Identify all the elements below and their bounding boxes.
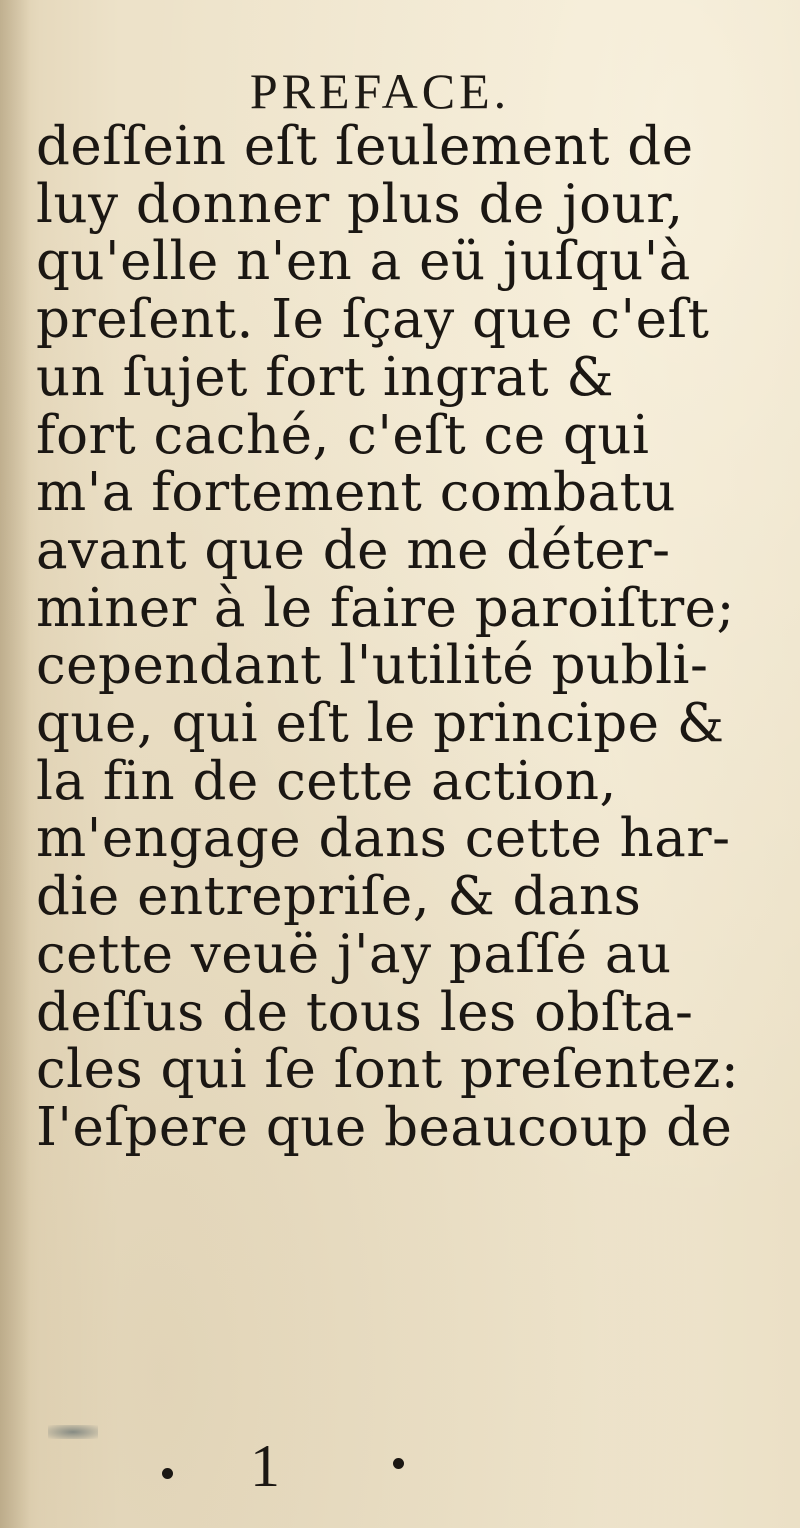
text-line: preſent. Ie ſçay que c'eſt xyxy=(36,289,710,351)
ink-smudge xyxy=(48,1425,98,1439)
signature-numeral: 1 xyxy=(250,1433,280,1499)
text-line: avant que de me déter- xyxy=(36,519,671,581)
text-line: cette veuë j'ay paſſé au xyxy=(36,923,672,985)
text-line: miner à le faire paroiſtre; xyxy=(36,577,735,639)
text-line: un ſujet fort ingrat & xyxy=(36,346,615,408)
text-line: fort caché, c'eſt ce qui xyxy=(36,404,650,466)
text-line: die entrepriſe, & dans xyxy=(36,866,642,928)
text-line: m'a fortement combatu xyxy=(36,462,677,524)
text-line: cependant l'utilité publi- xyxy=(36,635,709,697)
text-line: luy donner plus de jour, xyxy=(36,173,684,235)
text-line: I'eſpere que beaucoup de xyxy=(36,1096,733,1158)
text-line: qu'elle n'en a eü juſqu'à xyxy=(36,231,691,293)
body-text xyxy=(36,118,776,1157)
text-line: deſſein eſt ſeulement de xyxy=(36,116,694,177)
signature-dot xyxy=(393,1458,404,1469)
text-line: que, qui eſt le principe & xyxy=(36,693,725,755)
signature-dot xyxy=(162,1468,173,1479)
gutter-shadow xyxy=(0,0,30,1528)
text-line: deſſus de tous les obſta- xyxy=(36,981,694,1043)
running-head: PREFACE. xyxy=(249,63,511,119)
text-line: la fin de cette action, xyxy=(36,750,617,812)
text-line: m'engage dans cette har- xyxy=(36,808,731,870)
text-line: cles qui ſe ſont preſentez: xyxy=(36,1039,740,1101)
signature-mark xyxy=(150,1433,450,1518)
